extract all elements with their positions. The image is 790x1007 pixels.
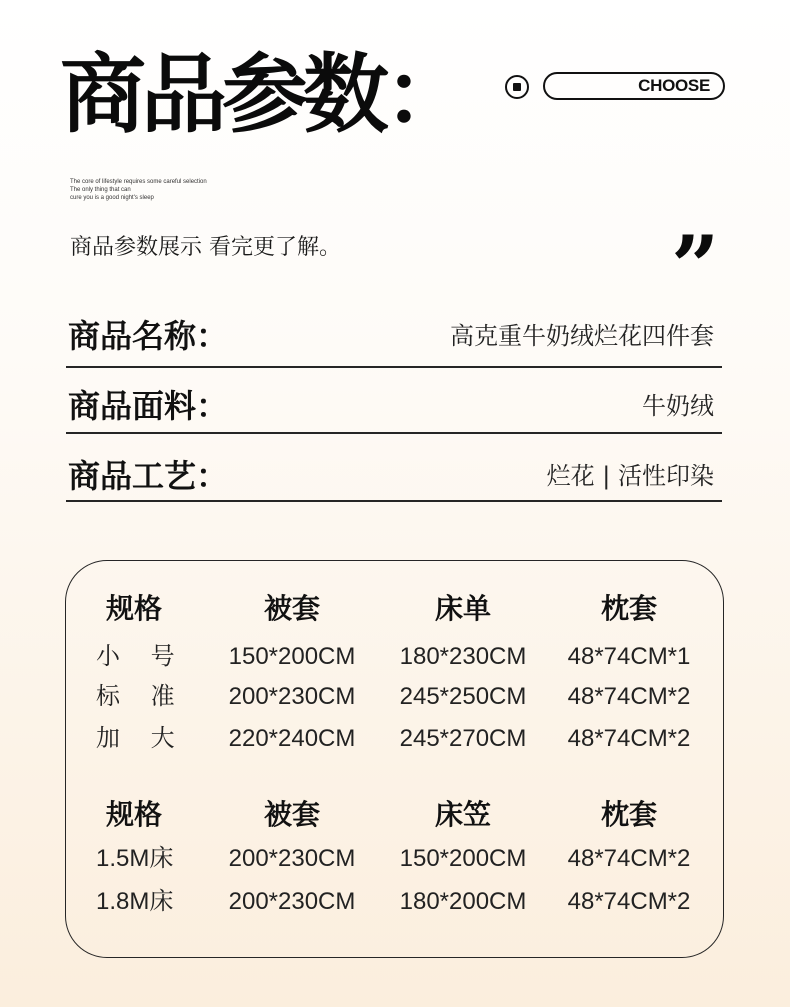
size-table-header-row	[66, 797, 723, 833]
size-table-cell: 200*230CM	[228, 888, 356, 915]
size-table-header: 枕套	[600, 799, 658, 830]
param-divider	[66, 366, 722, 368]
table-row	[66, 886, 723, 922]
param-row-fabric	[0, 386, 790, 426]
table-row	[66, 641, 723, 677]
tagline-line: The only thing that can	[70, 187, 131, 193]
size-table-cell: 245*270CM	[399, 725, 527, 752]
size-table-cell: 48*74CM*2	[567, 888, 691, 915]
size-table-cell: 48*74CM*2	[567, 725, 691, 752]
size-table-cell: 180*230CM	[399, 643, 527, 670]
size-table-header: 床笠	[434, 799, 492, 830]
param-divider	[66, 500, 722, 502]
tagline	[70, 178, 207, 202]
circle-square-icon	[505, 75, 529, 99]
size-table-box	[65, 560, 724, 958]
size-table-cell: 200*230CM	[228, 845, 356, 872]
size-table-cell: 48*74CM*2	[567, 683, 691, 710]
param-row-name	[0, 316, 790, 356]
size-table-cell: 180*200CM	[399, 888, 527, 915]
param-value: 高克重牛奶绒烂花四件套	[450, 322, 714, 350]
param-value: 烂花 | 活性印染	[546, 462, 714, 490]
param-row-craft	[0, 456, 790, 496]
size-table-header: 枕套	[600, 593, 658, 624]
param-label: 商品名称：	[68, 317, 229, 355]
size-table-cell: 小 号	[96, 643, 175, 670]
page-title: 商品参数：	[60, 45, 465, 145]
table-row	[66, 681, 723, 717]
tagline-line: cure you is a good night's sleep	[70, 195, 154, 201]
size-table-cell: 150*200CM	[399, 845, 527, 872]
param-label: 商品工艺：	[68, 457, 229, 495]
param-value: 牛奶绒	[642, 392, 714, 420]
size-table-cell: 150*200CM	[228, 643, 356, 670]
size-table-cell: 245*250CM	[399, 683, 527, 710]
size-table-cell: 1.8M床	[96, 888, 174, 915]
size-table-header: 规格	[105, 799, 163, 830]
size-table-cell: 标 准	[96, 683, 175, 710]
size-table-cell: 1.5M床	[96, 845, 174, 872]
size-table-header: 床单	[434, 593, 492, 624]
size-table-header: 被套	[263, 593, 321, 624]
intro-text: 商品参数展示 看完更了解。	[70, 235, 341, 260]
size-table-header: 规格	[105, 593, 163, 624]
size-table-cell: 200*230CM	[228, 683, 356, 710]
tagline-line: The core of lifestyle requires some careful selection	[70, 179, 207, 185]
size-table-header: 被套	[263, 799, 321, 830]
size-table-cell: 48*74CM*1	[567, 643, 691, 670]
quote-mark: ”	[671, 217, 720, 316]
table-row	[66, 723, 723, 759]
table-row	[66, 843, 723, 879]
choose-button[interactable]	[543, 72, 725, 100]
param-label: 商品面料：	[68, 387, 229, 425]
param-divider	[66, 432, 722, 434]
size-table-cell: 220*240CM	[228, 725, 356, 752]
size-table-header-row	[66, 591, 723, 627]
choose-label: CHOOSE	[638, 76, 710, 95]
size-table-cell: 加 大	[96, 725, 175, 752]
size-table-cell: 48*74CM*2	[567, 845, 691, 872]
marker-dot	[513, 83, 521, 91]
